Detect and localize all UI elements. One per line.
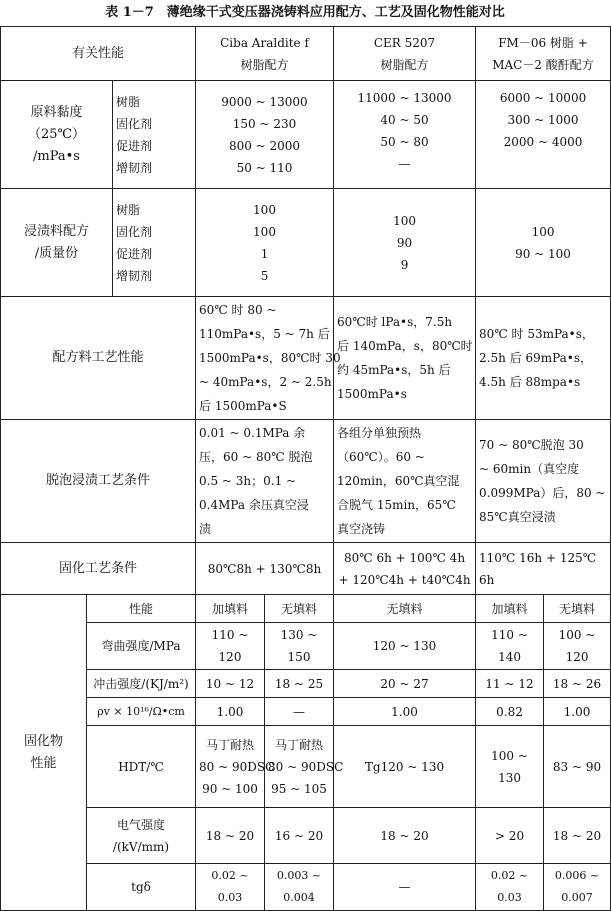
degas-label: 脱泡浸渍工艺条件 <box>1 420 196 543</box>
cell: 100 ~ 120 <box>544 623 611 670</box>
cell: 18 ~ 20 <box>334 808 476 864</box>
cure-row <box>1 543 611 595</box>
viscosity-row <box>1 81 611 189</box>
cure-cer: 80℃ 6h + 100℃ 4h + 120℃4h + t40℃4h <box>334 543 476 595</box>
process-fm06: 80℃ 时 53mPa•s， 2.5h 后 69mPa•s， 4.5h 后 88mpa•s <box>476 297 611 420</box>
degas-row <box>1 420 611 543</box>
comparison-table <box>0 26 611 911</box>
process-cer: 60℃时 lPa•s，7.5h 后 140mPa，s，80℃时 约 45mPa•s，5h 后 1500mPa•s <box>334 297 476 420</box>
viscosity-components: 树脂 固化剂 促进剂 增韧剂 <box>113 81 196 189</box>
cell: 马丁耐热 80 ~ 90DSC 90 ~ 100 <box>196 726 265 808</box>
cell: — <box>265 698 334 726</box>
cell: 20 ~ 27 <box>334 670 476 698</box>
table-row <box>1 864 611 911</box>
cell: 0.003 ~ 0.004 <box>265 864 334 911</box>
table-row <box>1 623 611 670</box>
cell: 18 ~ 26 <box>544 670 611 698</box>
cell: 18 ~ 20 <box>544 808 611 864</box>
formula-ciba: 100 100 1 5 <box>196 189 334 297</box>
degas-fm06: 70 ~ 80℃脱泡 30 ~ 60min（真空度 0.099MPa）后，80 ~ 85℃真空浸渍 <box>476 420 611 543</box>
cure-ciba: 80℃8h + 130℃8h <box>196 543 334 595</box>
cell: 110 ~ 120 <box>196 623 265 670</box>
cured-prop-tan: tgδ <box>87 864 196 911</box>
process-row <box>1 297 611 420</box>
cell: 110 ~ 140 <box>476 623 544 670</box>
cell: 1.00 <box>334 698 476 726</box>
table-row <box>1 808 611 864</box>
cured-prop-elec: 电气强度 /(kV/mm) <box>87 808 196 864</box>
cured-label: 固化物 性能 <box>1 595 87 911</box>
formula-fm06: 100 90 ~ 100 <box>476 189 611 297</box>
cured-head-c3b: 无填料 <box>544 595 611 623</box>
cell: 1.00 <box>196 698 265 726</box>
cell: 0.02 ~ 0.03 <box>196 864 265 911</box>
cell: 1.00 <box>544 698 611 726</box>
cell: 18 ~ 20 <box>196 808 265 864</box>
formula-label: 浸渍料配方 /质量份 <box>1 189 113 297</box>
cell: 10 ~ 12 <box>196 670 265 698</box>
cell: — <box>334 864 476 911</box>
cell: 马丁耐热 80 ~ 90DSC 95 ~ 105 <box>265 726 334 808</box>
cell: > 20 <box>476 808 544 864</box>
header-row <box>1 27 611 81</box>
cured-prop-impact: 冲击强度/(KJ/m²) <box>87 670 196 698</box>
table-row <box>1 726 611 808</box>
degas-ciba: 0.01 ~ 0.1MPa 余 压，60 ~ 80℃ 脱泡 0.5 ~ 3h；0.1 ~ 0.4MPa 余压真空浸 渍 <box>196 420 334 543</box>
cell: 11 ~ 12 <box>476 670 544 698</box>
cured-head-c1a: 加填料 <box>196 595 265 623</box>
cell: 18 ~ 25 <box>265 670 334 698</box>
cured-prop-resistivity: ρv × 10¹⁶/Ω•cm <box>87 698 196 726</box>
process-label: 配方料工艺性能 <box>1 297 196 420</box>
cured-prop-hdt: HDT/℃ <box>87 726 196 808</box>
cell: 130 ~ 150 <box>265 623 334 670</box>
header-property: 有关性能 <box>1 27 196 81</box>
viscosity-fm06: 6000 ~ 10000 300 ~ 1000 2000 ~ 4000 <box>476 81 611 189</box>
cured-head-row <box>1 595 611 623</box>
cured-prop-flex: 弯曲强度/MPa <box>87 623 196 670</box>
header-fm06: FM－06 树脂 + MAC－2 酸酐配方 <box>476 27 611 81</box>
cured-head-prop: 性能 <box>87 595 196 623</box>
viscosity-cer: 11000 ~ 13000 40 ~ 50 50 ~ 80 — <box>334 81 476 189</box>
cell: 0.02 ~ 0.03 <box>476 864 544 911</box>
table-row <box>1 670 611 698</box>
cell: 16 ~ 20 <box>265 808 334 864</box>
cell: 100 ~ 130 <box>476 726 544 808</box>
viscosity-ciba: 9000 ~ 13000 150 ~ 230 800 ~ 2000 50 ~ 110 <box>196 81 334 189</box>
formula-components: 树脂 固化剂 促进剂 增韧剂 <box>113 189 196 297</box>
cure-fm06: 110℃ 16h + 125℃ 6h <box>476 543 611 595</box>
cured-head-c3a: 加填料 <box>476 595 544 623</box>
formula-row <box>1 189 611 297</box>
table-caption: 表 1－7 薄绝缘干式变压器浇铸料应用配方、工艺及固化物性能对比 <box>105 5 505 20</box>
formula-cer: 100 90 9 <box>334 189 476 297</box>
table-row <box>1 698 611 726</box>
header-cer: CER 5207 树脂配方 <box>334 27 476 81</box>
cell: 0.006 ~ 0.007 <box>544 864 611 911</box>
header-ciba: Ciba Araldite f 树脂配方 <box>196 27 334 81</box>
cell: Tg120 ~ 130 <box>334 726 476 808</box>
cured-head-c2: 无填料 <box>334 595 476 623</box>
degas-cer: 各组分单独预热 （60℃）。60 ~ 120min，60℃真空混 合脱气 15min，65℃ 真空浇铸 <box>334 420 476 543</box>
cell: 0.82 <box>476 698 544 726</box>
cell: 83 ~ 90 <box>544 726 611 808</box>
cell: 120 ~ 130 <box>334 623 476 670</box>
cure-label: 固化工艺条件 <box>1 543 196 595</box>
cured-head-c1b: 无填料 <box>265 595 334 623</box>
viscosity-label: 原料黏度 （25℃） /mPa•s <box>1 81 113 189</box>
process-ciba: 60℃ 时 80 ~ 110mPa•s，5 ~ 7h 后 1500mPa•s，80℃时 30 ~ 40mPa•s，2 ~ 2.5h 后 1500mPa•S <box>196 297 334 420</box>
